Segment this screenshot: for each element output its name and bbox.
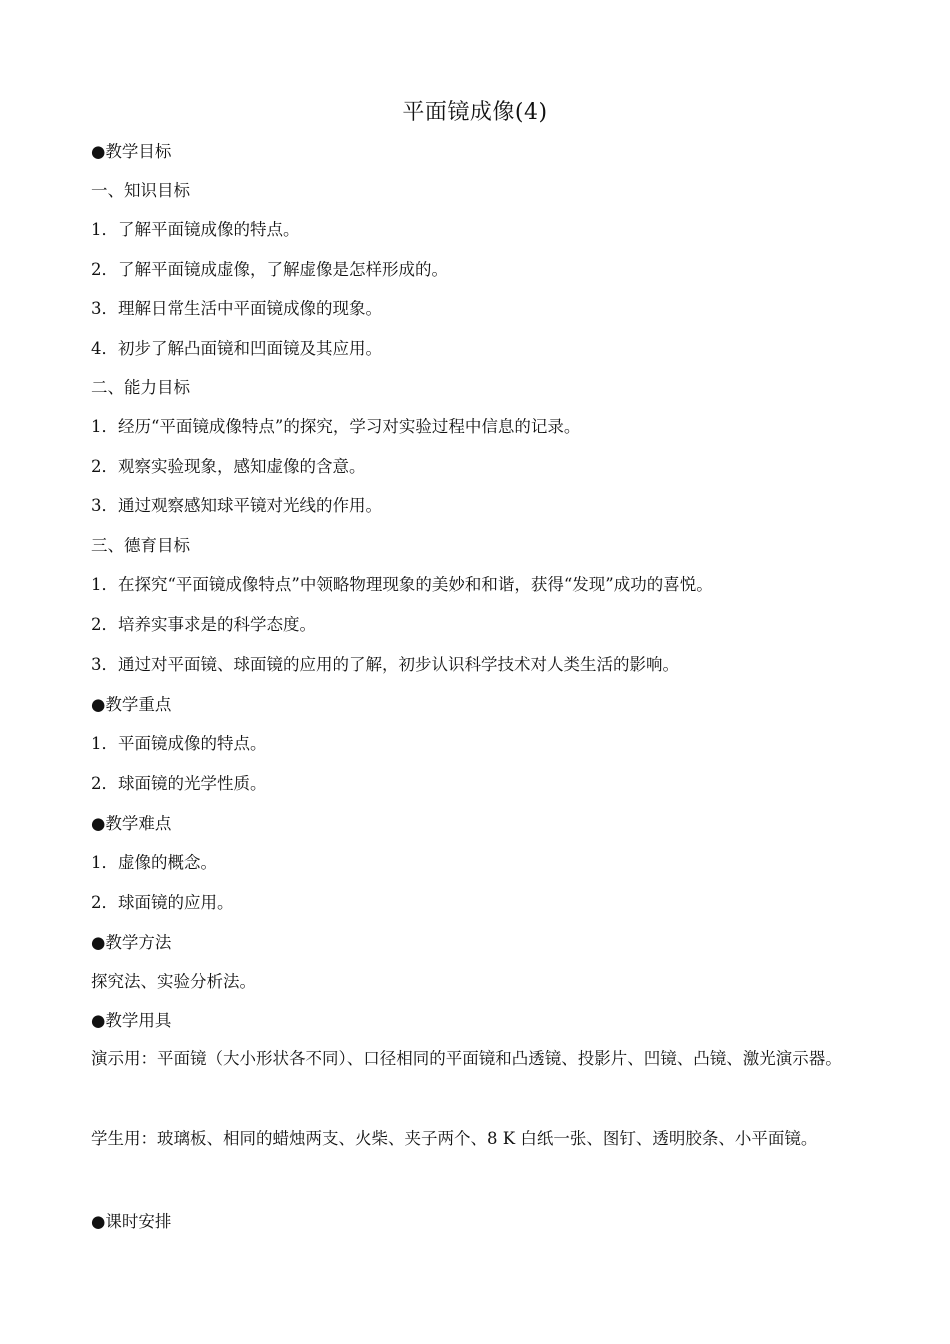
ability-item: 1．经历“平面镜成像特点”的探究，学习对实验过程中信息的记录。 <box>91 417 581 436</box>
ability-item: 2．观察实验现象，感知虚像的含意。 <box>91 457 366 476</box>
ability-heading: 二、能力目标 <box>91 378 190 397</box>
ability-item: 3．通过观察感知球平镜对光线的作用。 <box>91 496 382 515</box>
methods-heading: ●教学方法 <box>91 933 172 952</box>
document-title: 平面镜成像(4) <box>402 100 548 125</box>
tools-student-text: 学生用：玻璃板、相同的蜡烛两支、火柴、夹子两个、8 K 白纸一张、图钉、透明胶条、小平面镜。 <box>91 1129 818 1148</box>
methods-text: 探究法、实验分析法。 <box>91 972 256 991</box>
difficulties-heading: ●教学难点 <box>91 814 172 833</box>
knowledge-item: 2．了解平面镜成虚像，了解虚像是怎样形成的。 <box>91 260 448 279</box>
schedule-heading: ●课时安排 <box>91 1212 172 1231</box>
moral-item: 2．培养实事求是的科学态度。 <box>91 615 316 634</box>
key-point-item: 2．球面镜的光学性质。 <box>91 774 267 793</box>
moral-item: 3．通过对平面镜、球面镜的应用的了解，初步认识科学技术对人类生活的影响。 <box>91 655 679 674</box>
difficulty-item: 2．球面镜的应用。 <box>91 893 234 912</box>
objectives-heading: ●教学目标 <box>91 142 172 161</box>
tools-heading: ●教学用具 <box>91 1011 172 1030</box>
knowledge-item: 3．理解日常生活中平面镜成像的现象。 <box>91 299 382 318</box>
knowledge-heading: 一、知识目标 <box>91 181 190 200</box>
moral-item: 1．在探究“平面镜成像特点”中领略物理现象的美妙和和谐，获得“发现”成功的喜悦。 <box>91 575 713 594</box>
key-point-item: 1．平面镜成像的特点。 <box>91 734 267 753</box>
difficulty-item: 1．虚像的概念。 <box>91 853 217 872</box>
knowledge-item: 4．初步了解凸面镜和凹面镜及其应用。 <box>91 339 382 358</box>
key-points-heading: ●教学重点 <box>91 695 172 714</box>
moral-heading: 三、德育目标 <box>91 536 190 555</box>
tools-demo-text: 演示用：平面镜（大小形状各不同）、口径相同的平面镜和凸透镜、投影片、凹镜、凸镜、激光演示器。 <box>91 1049 842 1068</box>
knowledge-item: 1．了解平面镜成像的特点。 <box>91 220 300 239</box>
